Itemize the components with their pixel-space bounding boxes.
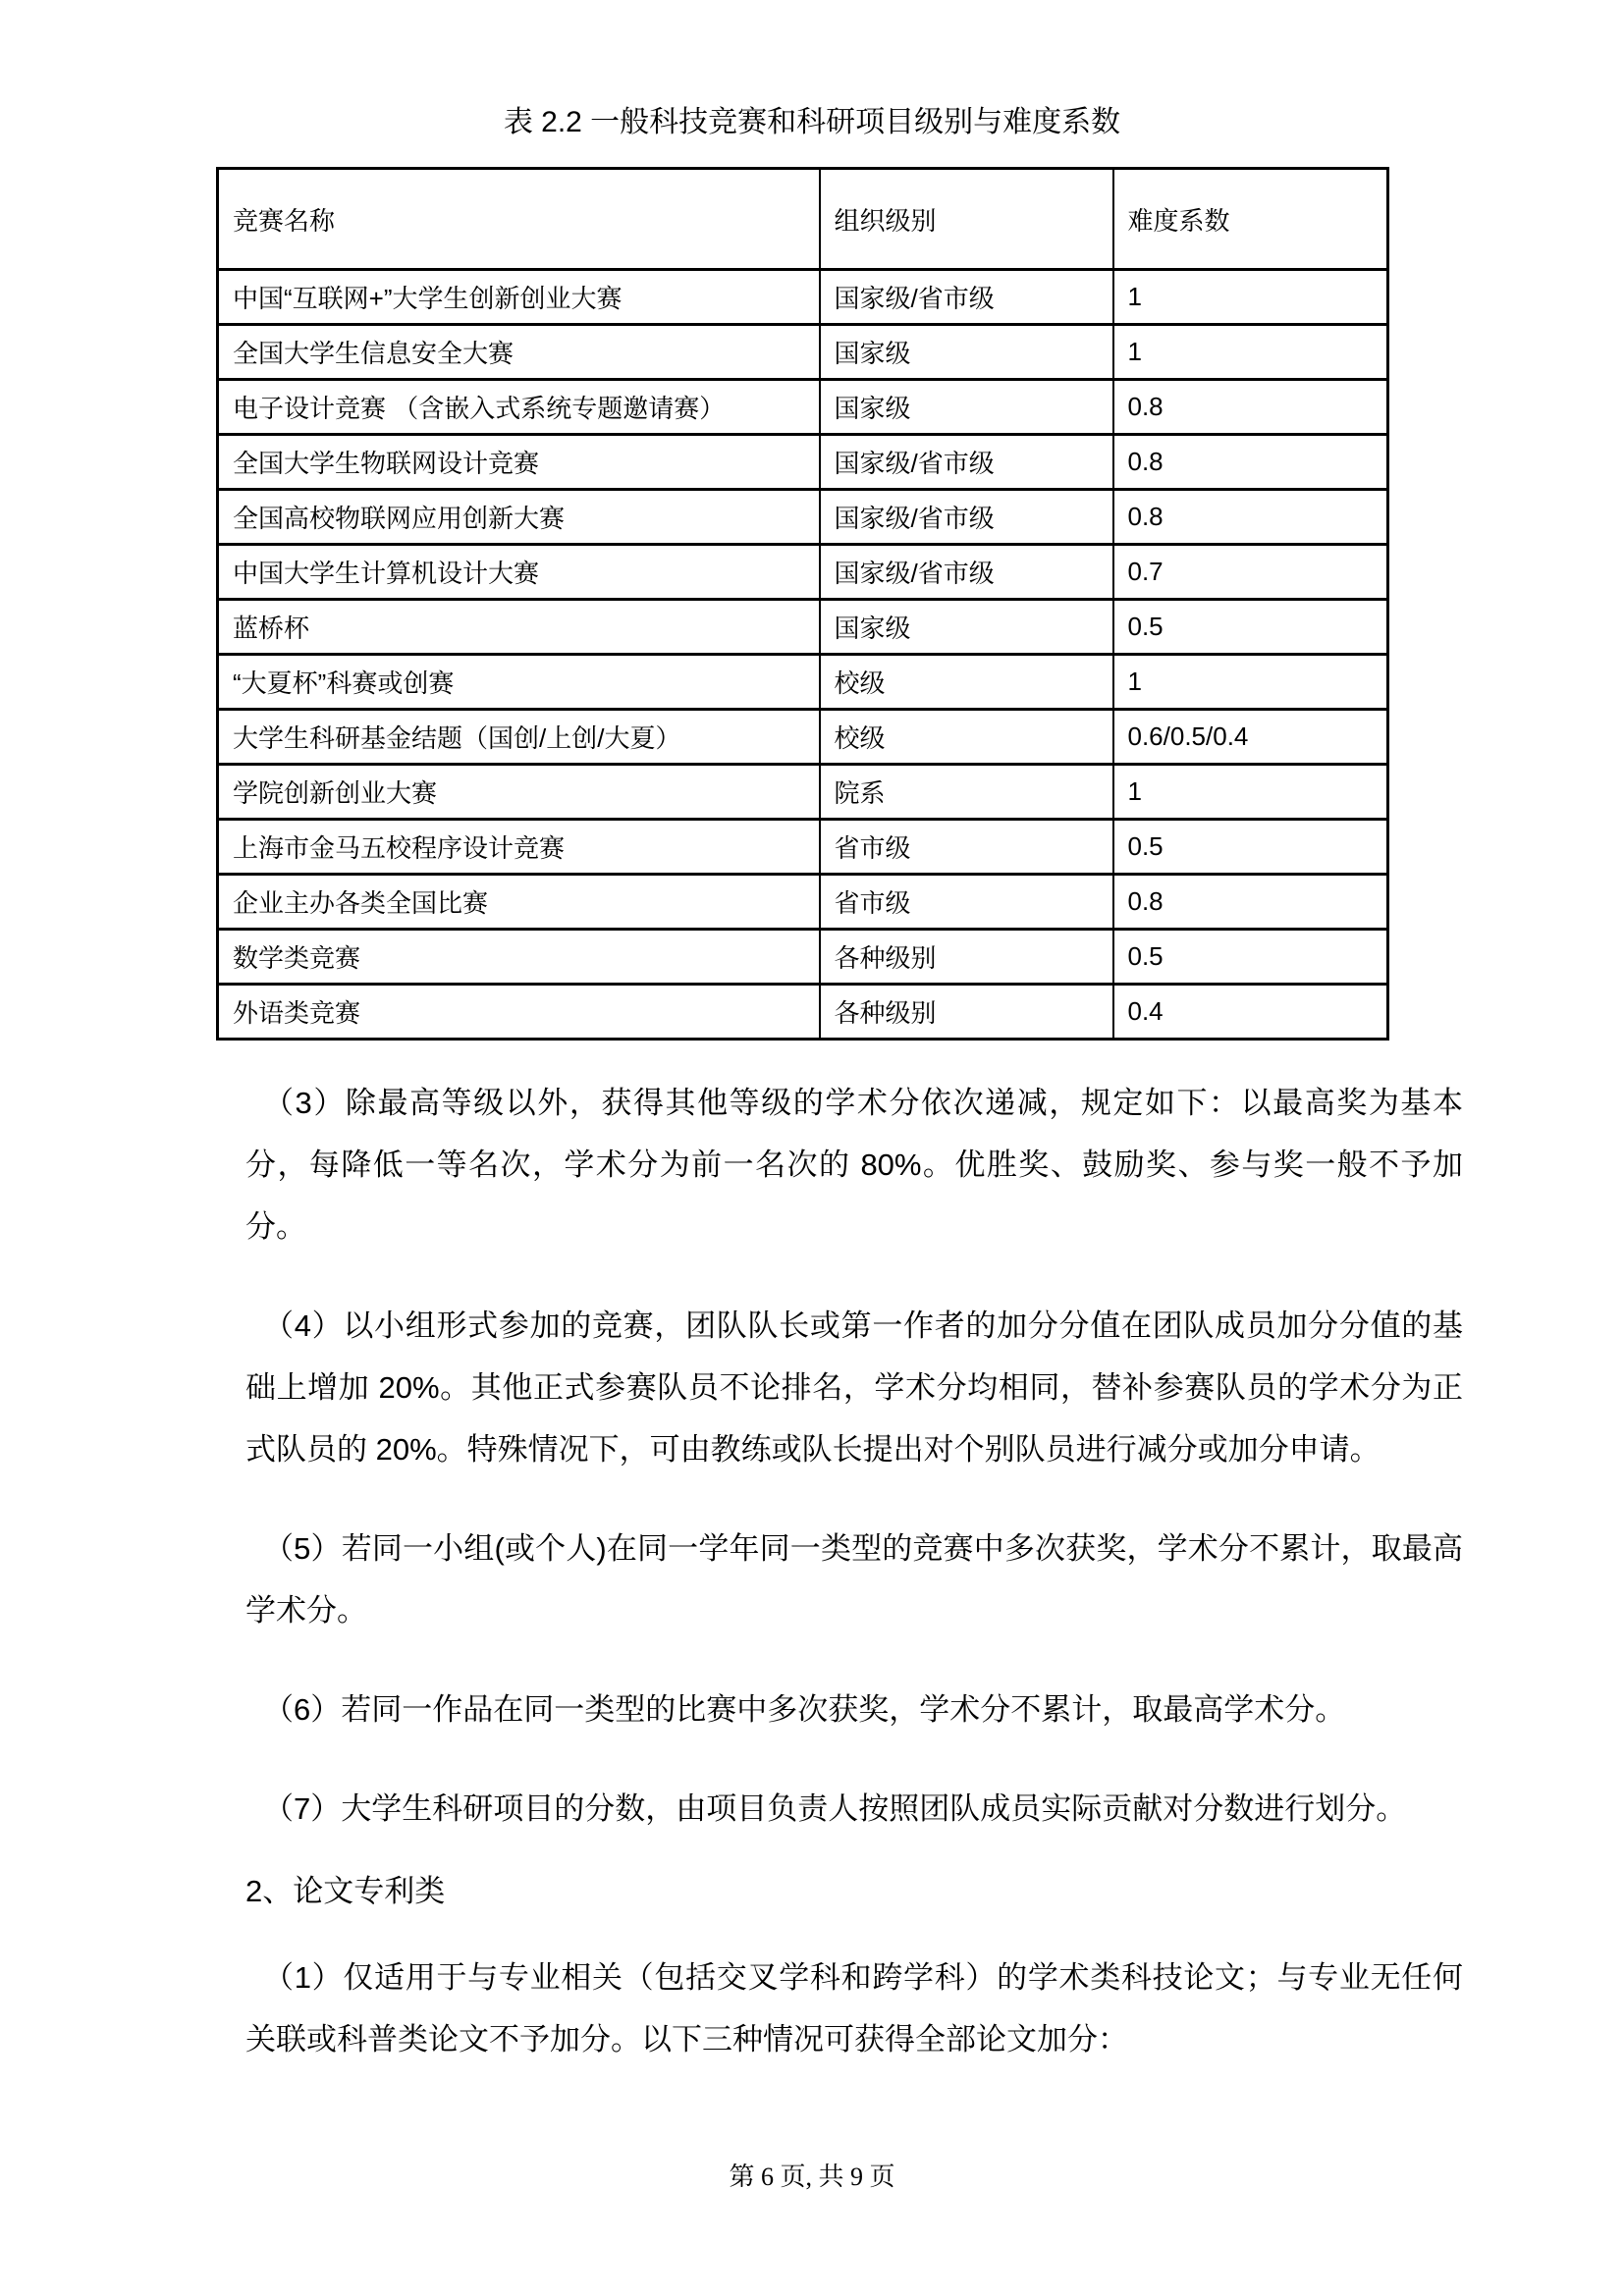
cell-competition-name: 全国大学生信息安全大赛	[218, 325, 820, 380]
table-row	[218, 985, 1388, 1040]
cell-organization-level: 院系	[820, 765, 1113, 820]
cell-competition-name: 全国大学生物联网设计竞赛	[218, 435, 820, 490]
table-row	[218, 655, 1388, 710]
cell-difficulty-coefficient: 0.4	[1113, 985, 1388, 1040]
table-row	[218, 380, 1388, 435]
table-row	[218, 270, 1388, 325]
cell-competition-name: 电子设计竞赛 （含嵌入式系统专题邀请赛）	[218, 380, 820, 435]
table-row	[218, 930, 1388, 985]
cell-competition-name: 中国大学生计算机设计大赛	[218, 545, 820, 600]
cell-organization-level: 国家级/省市级	[820, 490, 1113, 545]
cell-organization-level: 国家级/省市级	[820, 270, 1113, 325]
cell-organization-level: 国家级/省市级	[820, 435, 1113, 490]
cell-difficulty-coefficient: 1	[1113, 655, 1388, 710]
cell-organization-level: 各种级别	[820, 985, 1113, 1040]
cell-difficulty-coefficient: 0.8	[1113, 380, 1388, 435]
header-cell-organization-level: 组织级别	[820, 169, 1113, 270]
paragraph-item-7: （7）大学生科研项目的分数，由项目负责人按照团队成员实际贡献对分数进行划分。	[263, 1791, 1407, 1826]
cell-organization-level: 校级	[820, 655, 1113, 710]
header-cell-difficulty-coefficient: 难度系数	[1113, 169, 1388, 270]
cell-difficulty-coefficient: 0.5	[1113, 600, 1388, 655]
cell-competition-name: 大学生科研基金结题（国创/上创/大夏）	[218, 710, 820, 765]
cell-difficulty-coefficient: 0.8	[1113, 490, 1388, 545]
header-cell-competition-name: 竞赛名称	[218, 169, 820, 270]
table-row	[218, 875, 1388, 930]
cell-organization-level: 省市级	[820, 875, 1113, 930]
cell-difficulty-coefficient: 0.8	[1113, 875, 1388, 930]
cell-organization-level: 国家级/省市级	[820, 545, 1113, 600]
table-row	[218, 600, 1388, 655]
cell-competition-name: 全国高校物联网应用创新大赛	[218, 490, 820, 545]
cell-organization-level: 校级	[820, 710, 1113, 765]
paragraph-item-5: （5）若同一小组(或个人)在同一学年同一类型的竞赛中多次获奖，学术分不累计，取最高学术分。	[245, 1531, 1463, 1628]
cell-difficulty-coefficient: 0.5	[1113, 820, 1388, 875]
table-row	[218, 435, 1388, 490]
cell-competition-name: 外语类竞赛	[218, 985, 820, 1040]
page-footer: 第 6 页, 共 9 页	[729, 2163, 895, 2191]
cell-competition-name: 学院创新创业大赛	[218, 765, 820, 820]
table-row	[218, 710, 1388, 765]
paragraph-section2-item-1: （1）仅适用于与专业相关（包括交叉学科和跨学科）的学术类科技论文；与专业无任何关联或科普类论文不予加分。以下三种情况可获得全部论文加分：	[245, 1960, 1463, 2056]
cell-organization-level: 国家级	[820, 325, 1113, 380]
body-text	[245, 1072, 1463, 2070]
cell-difficulty-coefficient: 1	[1113, 765, 1388, 820]
cell-difficulty-coefficient: 0.5	[1113, 930, 1388, 985]
cell-organization-level: 省市级	[820, 820, 1113, 875]
cell-organization-level: 各种级别	[820, 930, 1113, 985]
table-caption: 表 2.2 一般科技竞赛和科研项目级别与难度系数	[503, 106, 1121, 138]
cell-competition-name: 上海市金马五校程序设计竞赛	[218, 820, 820, 875]
cell-difficulty-coefficient: 0.8	[1113, 435, 1388, 490]
cell-difficulty-coefficient: 0.7	[1113, 545, 1388, 600]
cell-organization-level: 国家级	[820, 380, 1113, 435]
cell-difficulty-coefficient: 0.6/0.5/0.4	[1113, 710, 1388, 765]
cell-difficulty-coefficient: 1	[1113, 270, 1388, 325]
section-heading-2: 2、论文专利类	[245, 1874, 446, 1908]
cell-competition-name: “大夏杯”科赛或创赛	[218, 655, 820, 710]
cell-competition-name: 中国“互联网+”大学生创新创业大赛	[218, 270, 820, 325]
table-row	[218, 490, 1388, 545]
paragraph-item-3: （3）除最高等级以外，获得其他等级的学术分依次递减，规定如下：以最高奖为基本分，每降低一等名次，学术分为前一名次的 80%。优胜奖、鼓励奖、参与奖一般不予加分。	[245, 1086, 1463, 1244]
table-row	[218, 545, 1388, 600]
competitions-table	[216, 167, 1389, 1041]
cell-competition-name: 蓝桥杯	[218, 600, 820, 655]
cell-organization-level: 国家级	[820, 600, 1113, 655]
cell-competition-name: 企业主办各类全国比赛	[218, 875, 820, 930]
table-row	[218, 820, 1388, 875]
table-row	[218, 325, 1388, 380]
paragraph-item-4: （4）以小组形式参加的竞赛，团队队长或第一作者的加分分值在团队成员加分分值的基础上增加 20%。其他正式参赛队员不论排名，学术分均相同，替补参赛队员的学术分为正式队员的 20%。特殊情况下，可由教练或队长提出对个别队员进行减分或加分申请。	[245, 1308, 1463, 1467]
cell-competition-name: 数学类竞赛	[218, 930, 820, 985]
table-header-row	[218, 169, 1388, 270]
paragraph-item-6: （6）若同一作品在同一类型的比赛中多次获奖，学术分不累计，取最高学术分。	[263, 1692, 1346, 1727]
cell-difficulty-coefficient: 1	[1113, 325, 1388, 380]
table-row	[218, 765, 1388, 820]
